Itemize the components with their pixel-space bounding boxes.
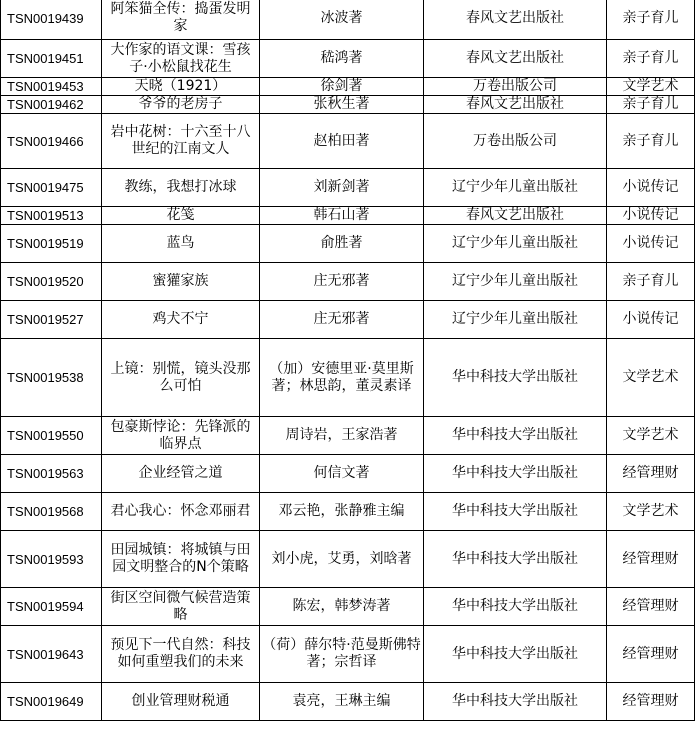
- author-cell: 徐剑著: [260, 78, 424, 96]
- book-id-cell: TSN0019466: [1, 114, 102, 169]
- table-row: [1, 40, 695, 78]
- author-cell: 刘小虎，艾勇，刘晗著: [260, 531, 424, 588]
- table-row: [1, 96, 695, 114]
- book-id-cell: TSN0019439: [1, 0, 102, 40]
- publisher-cell: 万卷出版公司: [424, 78, 607, 96]
- book-title-cell: 包豪斯悖论：先锋派的临界点: [102, 417, 260, 455]
- book-title-cell: 爷爷的老房子: [102, 96, 260, 114]
- book-title-cell: 天晓（1921）: [102, 78, 260, 96]
- book-title-cell: 企业经管之道: [102, 455, 260, 493]
- category-cell: 亲子育儿: [607, 40, 695, 78]
- author-cell: 庄无邪著: [260, 263, 424, 301]
- category-cell: 小说传记: [607, 225, 695, 263]
- book-id-cell: TSN0019550: [1, 417, 102, 455]
- category-cell: 文学艺术: [607, 417, 695, 455]
- table-row: [1, 0, 695, 40]
- publisher-cell: 华中科技大学出版社: [424, 683, 607, 721]
- table-row: [1, 263, 695, 301]
- book-id-cell: TSN0019462: [1, 96, 102, 114]
- category-cell: 文学艺术: [607, 339, 695, 417]
- book-id-cell: TSN0019643: [1, 626, 102, 683]
- book-title-cell: 岩中花树：十六至十八世纪的江南文人: [102, 114, 260, 169]
- author-cell: 庄无邪著: [260, 301, 424, 339]
- category-cell: 小说传记: [607, 169, 695, 207]
- book-title-cell: 田园城镇：将城镇与田园文明整合的N个策略: [102, 531, 260, 588]
- author-cell: 冰波著: [260, 0, 424, 40]
- publisher-cell: 万卷出版公司: [424, 114, 607, 169]
- book-id-cell: TSN0019538: [1, 339, 102, 417]
- category-cell: 小说传记: [607, 207, 695, 225]
- book-id-cell: TSN0019649: [1, 683, 102, 721]
- table-row: [1, 169, 695, 207]
- book-title-cell: 鸡犬不宁: [102, 301, 260, 339]
- publisher-cell: 华中科技大学出版社: [424, 588, 607, 626]
- publisher-cell: 辽宁少年儿童出版社: [424, 225, 607, 263]
- category-cell: 经管理财: [607, 531, 695, 588]
- category-cell: 文学艺术: [607, 78, 695, 96]
- publisher-cell: 春风文艺出版社: [424, 207, 607, 225]
- book-id-cell: TSN0019594: [1, 588, 102, 626]
- author-cell: （荷）薛尔特·范曼斯佛特著；宗哲译: [260, 626, 424, 683]
- table-row: [1, 78, 695, 96]
- category-cell: 经管理财: [607, 588, 695, 626]
- book-title-cell: 教练，我想打冰球: [102, 169, 260, 207]
- table-row: [1, 417, 695, 455]
- book-table-body: [1, 0, 695, 721]
- publisher-cell: 华中科技大学出版社: [424, 455, 607, 493]
- author-cell: 赵柏田著: [260, 114, 424, 169]
- author-cell: 何信文著: [260, 455, 424, 493]
- book-id-cell: TSN0019513: [1, 207, 102, 225]
- book-id-cell: TSN0019519: [1, 225, 102, 263]
- author-cell: 袁亮，王琳主编: [260, 683, 424, 721]
- author-cell: 刘新剑著: [260, 169, 424, 207]
- table-row: [1, 493, 695, 531]
- author-cell: 张秋生著: [260, 96, 424, 114]
- table-row: [1, 225, 695, 263]
- author-cell: 陈宏，韩梦涛著: [260, 588, 424, 626]
- table-row: [1, 588, 695, 626]
- book-title-cell: 阿笨猫全传：捣蛋发明家: [102, 0, 260, 40]
- book-title-cell: 街区空间微气候营造策略: [102, 588, 260, 626]
- author-cell: 俞胜著: [260, 225, 424, 263]
- book-id-cell: TSN0019451: [1, 40, 102, 78]
- book-title-cell: 君心我心：怀念邓丽君: [102, 493, 260, 531]
- table-row: [1, 626, 695, 683]
- publisher-cell: 辽宁少年儿童出版社: [424, 169, 607, 207]
- book-id-cell: TSN0019520: [1, 263, 102, 301]
- category-cell: 亲子育儿: [607, 96, 695, 114]
- book-id-cell: TSN0019453: [1, 78, 102, 96]
- book-title-cell: 预见下一代自然：科技如何重塑我们的未来: [102, 626, 260, 683]
- publisher-cell: 华中科技大学出版社: [424, 493, 607, 531]
- publisher-cell: 春风文艺出版社: [424, 96, 607, 114]
- author-cell: 周诗岩，王家浩著: [260, 417, 424, 455]
- publisher-cell: 华中科技大学出版社: [424, 531, 607, 588]
- table-row: [1, 339, 695, 417]
- category-cell: 经管理财: [607, 455, 695, 493]
- book-title-cell: 创业管理财税通: [102, 683, 260, 721]
- category-cell: 文学艺术: [607, 493, 695, 531]
- publisher-cell: 华中科技大学出版社: [424, 626, 607, 683]
- publisher-cell: 春风文艺出版社: [424, 40, 607, 78]
- category-cell: 经管理财: [607, 683, 695, 721]
- book-id-cell: TSN0019568: [1, 493, 102, 531]
- author-cell: 韩石山著: [260, 207, 424, 225]
- publisher-cell: 辽宁少年儿童出版社: [424, 301, 607, 339]
- author-cell: 嵇鸿著: [260, 40, 424, 78]
- category-cell: 经管理财: [607, 626, 695, 683]
- publisher-cell: 春风文艺出版社: [424, 0, 607, 40]
- table-row: [1, 531, 695, 588]
- author-cell: （加）安德里亚·莫里斯著；林思韵，董灵素译: [260, 339, 424, 417]
- book-id-cell: TSN0019593: [1, 531, 102, 588]
- table-row: [1, 114, 695, 169]
- book-title-cell: 大作家的语文课：雪孩子·小松鼠找花生: [102, 40, 260, 78]
- book-title-cell: 上镜：别慌，镜头没那么可怕: [102, 339, 260, 417]
- table-row: [1, 207, 695, 225]
- publisher-cell: 华中科技大学出版社: [424, 339, 607, 417]
- category-cell: 亲子育儿: [607, 0, 695, 40]
- book-id-cell: TSN0019563: [1, 455, 102, 493]
- table-row: [1, 683, 695, 721]
- category-cell: 亲子育儿: [607, 114, 695, 169]
- table-row: [1, 455, 695, 493]
- book-id-cell: TSN0019527: [1, 301, 102, 339]
- publisher-cell: 华中科技大学出版社: [424, 417, 607, 455]
- author-cell: 邓云艳，张静雅主编: [260, 493, 424, 531]
- book-title-cell: 花笺: [102, 207, 260, 225]
- book-title-cell: 蓝鸟: [102, 225, 260, 263]
- category-cell: 亲子育儿: [607, 263, 695, 301]
- book-title-cell: 蜜獾家族: [102, 263, 260, 301]
- book-id-cell: TSN0019475: [1, 169, 102, 207]
- table-row: [1, 301, 695, 339]
- category-cell: 小说传记: [607, 301, 695, 339]
- publisher-cell: 辽宁少年儿童出版社: [424, 263, 607, 301]
